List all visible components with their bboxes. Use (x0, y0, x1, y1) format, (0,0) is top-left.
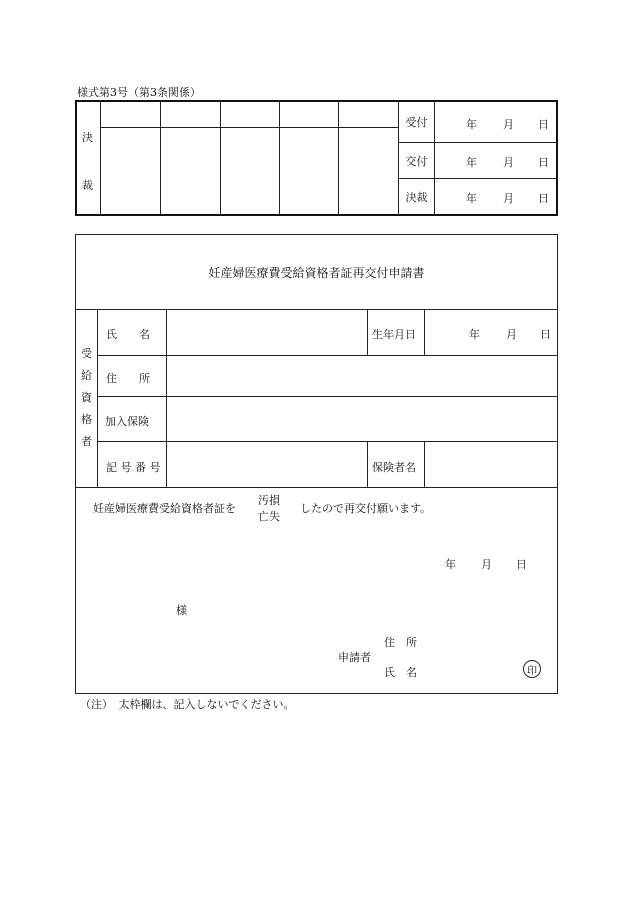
option-damaged[interactable]: 汚損 (258, 494, 280, 507)
birth-label: 生年月日 (372, 328, 416, 341)
form-number: 様式第3号（第3条関係） (77, 86, 201, 99)
birth-year: 年 (469, 328, 480, 341)
form-title: 妊産婦医療費受給資格者証再交付申請書 (208, 265, 425, 280)
birth-date-field[interactable] (425, 310, 557, 355)
note: （注） 太枠欄は、記入しないでください。 (80, 698, 295, 711)
issued-month: 月 (503, 156, 514, 169)
request-year: 年 (445, 558, 456, 571)
received-label: 受付 (405, 115, 428, 129)
symbol-number-field[interactable] (167, 442, 367, 487)
applicant-address-field[interactable] (422, 630, 542, 648)
request-lead: 妊産婦医療費受給資格者証を (93, 502, 236, 515)
honorific: 様 (176, 604, 187, 617)
issued-year: 年 (466, 156, 477, 169)
insurance-label: 加入保険 (105, 415, 149, 428)
request-tail: したので再交付願います。 (300, 502, 432, 515)
issued-label: 交付 (405, 154, 428, 168)
decided-day: 日 (538, 192, 549, 205)
option-lost[interactable]: 亡失 (258, 510, 280, 523)
approval-label-bottom: 裁 (82, 179, 93, 192)
approval-label-top: 決 (82, 131, 93, 144)
received-month: 月 (503, 118, 514, 131)
issued-day: 日 (538, 156, 549, 169)
insurer-label: 保険者名 (372, 461, 416, 474)
decided-year: 年 (466, 192, 477, 205)
decided-month: 月 (503, 192, 514, 205)
applicant-name-label: 氏 名 (384, 666, 417, 679)
name-field[interactable] (167, 310, 367, 355)
birth-day: 日 (540, 328, 551, 341)
request-month: 月 (481, 558, 492, 571)
name-label: 氏 名 (106, 328, 150, 341)
address-field[interactable] (167, 356, 557, 396)
symbol-number-label: 記 号 番 号 (106, 461, 161, 474)
recipient-section-label: 受 給 資 格 者 (81, 347, 92, 448)
request-day: 日 (516, 558, 527, 571)
addressee-blank[interactable] (100, 600, 170, 616)
birth-month: 月 (506, 328, 517, 341)
decided-label: 決裁 (405, 191, 428, 204)
applicant-address-label: 住 所 (384, 636, 417, 649)
insurer-field[interactable] (425, 442, 557, 487)
seal-icon: 印 (523, 660, 541, 678)
insurance-field[interactable] (167, 397, 557, 441)
applicant-label: 申請者 (338, 651, 371, 664)
received-year: 年 (466, 118, 477, 131)
received-day: 日 (538, 118, 549, 131)
address-label: 住 所 (106, 372, 150, 385)
applicant-name-field[interactable] (422, 660, 517, 678)
